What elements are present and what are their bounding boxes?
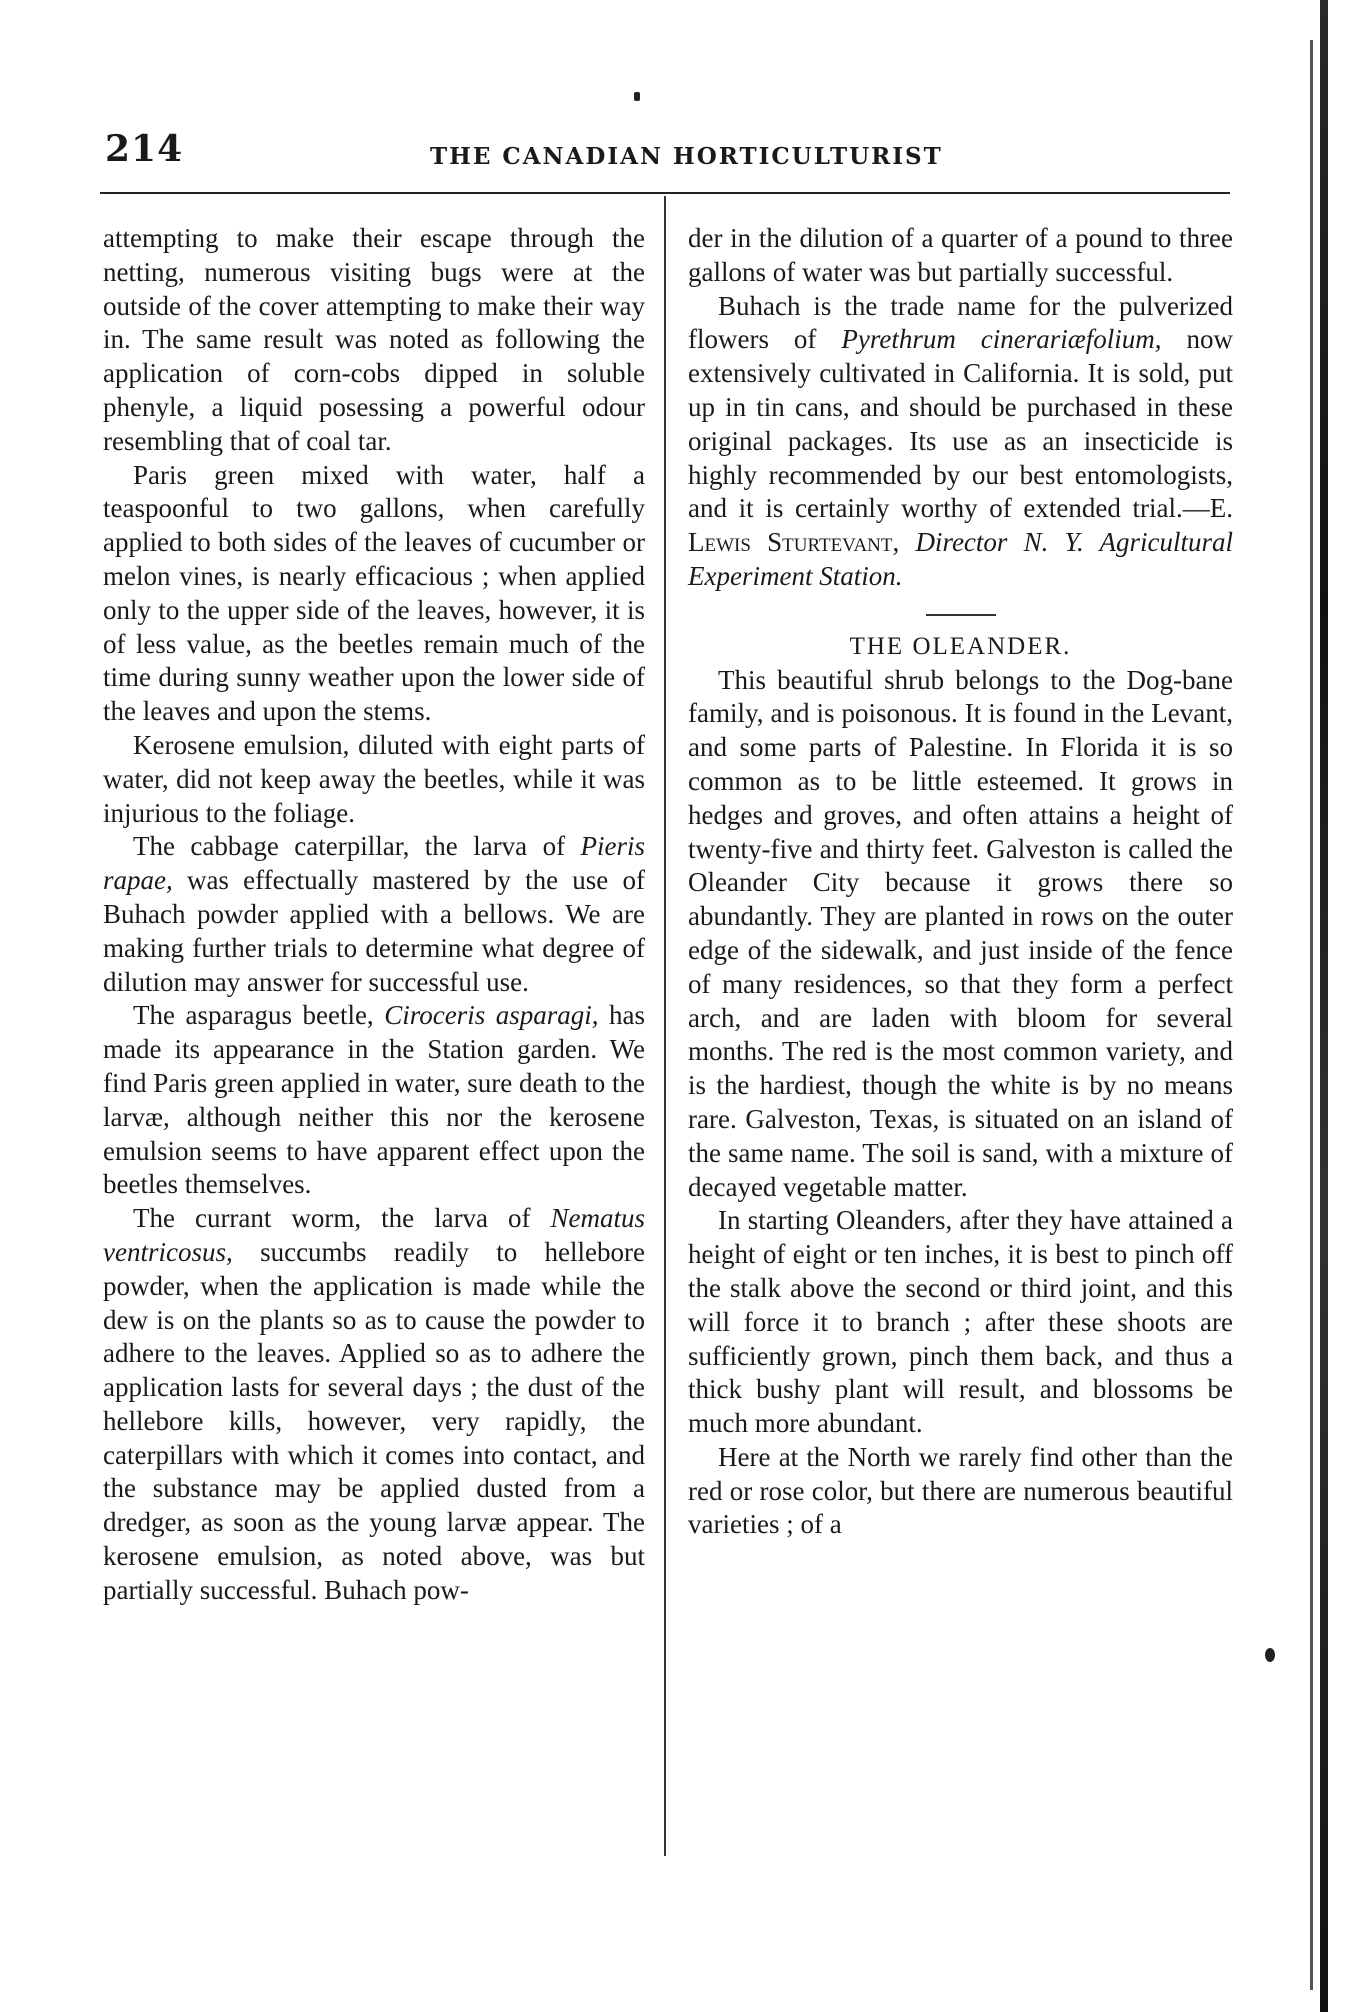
binding-edge	[1320, 0, 1328, 2012]
paragraph-text: The cabbage caterpillar, the larva of	[133, 831, 581, 862]
paragraph-text: was effectually mastered by the use of Buhach powder applied with a bellows. We are making further trials to determine what degree of dilution may answer for successful use.	[103, 865, 645, 997]
paragraph-text: The currant worm, the larva of	[133, 1203, 551, 1234]
page-number: 214	[105, 128, 184, 170]
species-name: Nematus ventricosus,	[103, 1203, 645, 1267]
paragraph: Here at the North we rarely find other than the red or rose color, but there are numerous beautiful varieties ; of a	[688, 1441, 1233, 1540]
species-name: Ciroceris asparagi,	[384, 1000, 599, 1031]
ink-speck	[1265, 1648, 1275, 1662]
paragraph	[688, 290, 1233, 594]
running-title: THE CANADIAN HORTICULTURIST	[430, 143, 943, 170]
ink-speck	[634, 92, 640, 101]
species-name: Pyrethrum cinerariæfolium,	[841, 324, 1162, 355]
paragraph: This beautiful shrub belongs to the Dog-bane family, and is poisonous. It is found in the Levant, and some parts of Palestine. In Florida it is so common as to be little esteemed. It grows in hedges and groves, and often attains a height of twenty-five and thirty feet. Galveston is called the Oleander City because it grows there so abundantly. They are planted in rows on the outer edge of the sidewalk, and just inside of the fence of many residences, so that they form a perfect arch, and are laden with bloom for several months. The red is the most common variety, and is the hardiest, though the white is by no means rare. Galveston, Texas, is situated on an island of the same name. The soil is sand, with a mixture of decayed vegetable matter.	[688, 664, 1233, 1202]
binding-edge-line	[1310, 40, 1313, 1990]
paragraph	[103, 830, 645, 999]
paragraph-text: now extensively cultivated in California. It is sold, put up in tin cans, and should be purchased in these original packages. Its use as an insecticide is highly recommended by our best entomologists, and it is certainly worthy of extended trial.—	[688, 324, 1233, 524]
paragraph-text: The asparagus beetle,	[133, 1000, 385, 1031]
paragraph: Kerosene emulsion, diluted with eight parts of water, did not keep away the beetles, while it was injurious to the foliage.	[103, 729, 645, 828]
paragraph-text: succumbs readily to hellebore powder, when the application is made while the dew is on the plants so as to cause the powder to adhere to the leaves. Applied so as to adhere the application lasts for several days ; the dust of the hellebore kills, however, very rapidly, the caterpillars with which it comes into contact, and the substance may be applied dusted from a dredger, as soon as the young larvæ appear. The kerosene emulsion, as noted above, was but partially successful. Buhach pow-	[103, 1236, 645, 1605]
paragraph: Paris green mixed with water, half a teaspoonful to two gallons, when carefully applied to both sides of the leaves of cucumber or melon vines, is nearly efficacious ; when applied only to the upper side of the leaves, however, it is of less value, as the beetles remain much of the time during sunny weather upon the lower side of the leaves and upon the stems.	[103, 459, 645, 727]
paragraph-text: has made its appearance in the Station garden. We find Paris green applied in water, sure death to the larvæ, although neither this nor the kerosene emulsion seems to have apparent effect upon the beetles themselves.	[103, 1000, 646, 1200]
paragraph	[103, 1202, 645, 1608]
section-title: THE OLEANDER.	[849, 632, 1072, 660]
paragraph	[103, 999, 645, 1202]
species-name: Pieris rapae,	[103, 831, 645, 896]
right-column	[688, 222, 1233, 1542]
column-divider	[664, 196, 666, 1856]
paragraph-text: Buhach is the trade name for the pulverized flowers of	[688, 290, 1233, 355]
paragraph: der in the dilution of a quarter of a pound to three gallons of water was but partially successful.	[688, 223, 1233, 287]
left-column	[103, 222, 645, 1608]
author-affiliation: Director N. Y. Agricultural Experiment Station.	[688, 527, 1233, 591]
author-name: E. Lewis Sturtevant,	[688, 493, 1233, 558]
section-separator	[926, 614, 996, 616]
header-rule	[100, 192, 1230, 194]
paragraph: attempting to make their escape through the netting, numerous visiting bugs were at the outside of the cover attempting to make their way in. The same result was noted as following the application of corn-cobs dipped in soluble phenyle, a liquid posessing a powerful odour resembling that of coal tar.	[103, 223, 645, 456]
paragraph: In starting Oleanders, after they have attained a height of eight or ten inches, it is best to pinch off the stalk above the second or third joint, and this will force it to branch ; after these shoots are sufficiently grown, pinch them back, and thus a thick bushy plant will result, and blossoms be much more abundant.	[688, 1205, 1233, 1439]
